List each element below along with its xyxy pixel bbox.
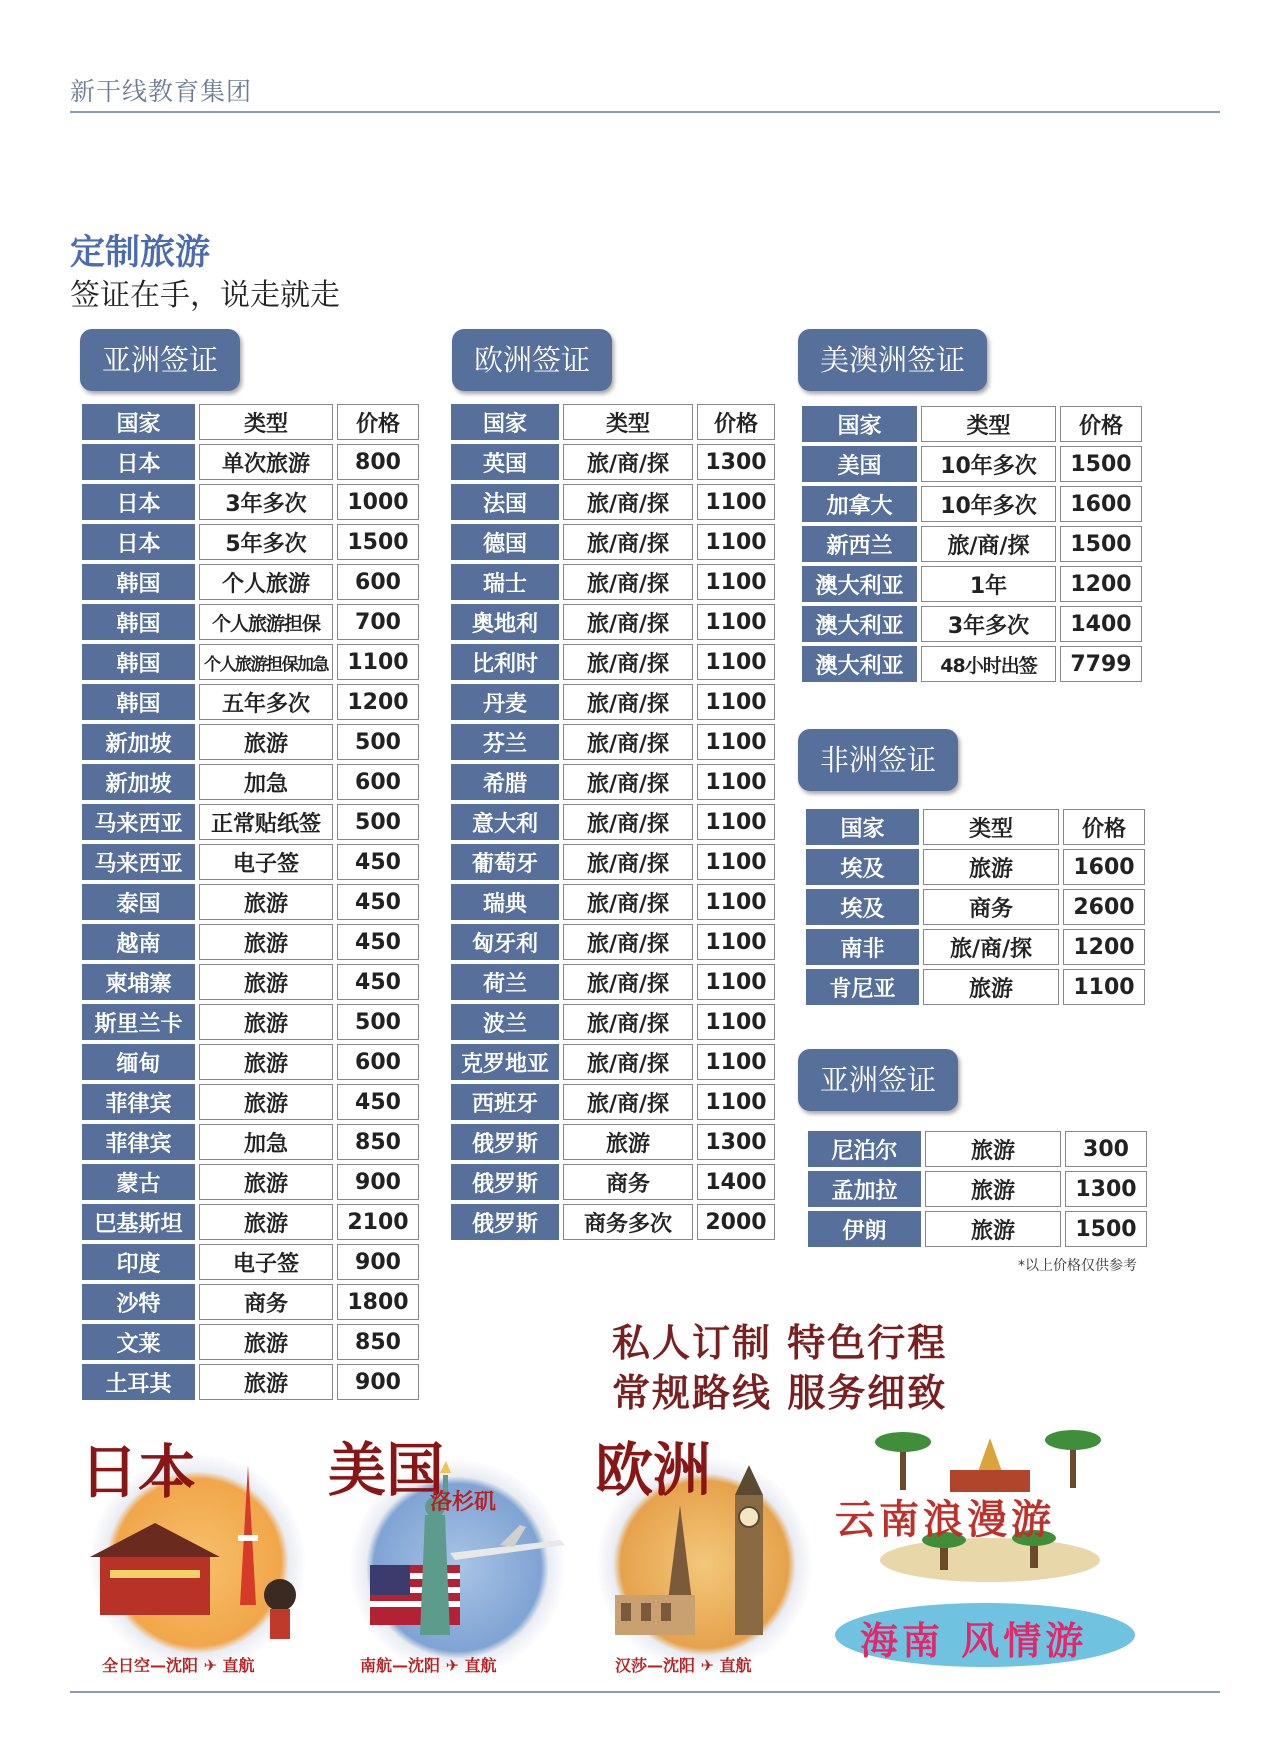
price-cell: 1100 [337, 644, 419, 680]
country-cell: 马来西亚 [82, 844, 195, 880]
price-cell: 7799 [1060, 646, 1142, 682]
price-cell: 450 [337, 924, 419, 960]
country-cell: 希腊 [451, 764, 559, 800]
table-row [451, 1044, 775, 1080]
country-cell: 波兰 [451, 1004, 559, 1040]
slogan-line-1: 私人订制 特色行程 [612, 1321, 948, 1365]
table-row [451, 764, 775, 800]
slogan-line-2: 常规路线 服务细致 [612, 1371, 948, 1415]
country-cell: 印度 [82, 1244, 195, 1280]
table-header-row [82, 404, 419, 440]
usa-route: 南航—沈阳 ✈ 直航 [360, 1656, 497, 1675]
table-row [82, 1364, 419, 1400]
visa-type-cell: 旅/商/探 [563, 1044, 693, 1080]
price-cell: 1100 [697, 1004, 775, 1040]
table-row [802, 646, 1142, 682]
table-header-row [802, 406, 1142, 442]
price-cell: 1100 [697, 484, 775, 520]
price-cell: 1100 [697, 844, 775, 880]
visa-type-cell: 旅/商/探 [563, 1084, 693, 1120]
price-cell: 1100 [697, 524, 775, 560]
country-cell: 比利时 [451, 644, 559, 680]
table-row [82, 484, 419, 520]
country-cell: 奥地利 [451, 604, 559, 640]
visa-type-cell: 旅/商/探 [563, 924, 693, 960]
visa-type-cell: 旅游 [199, 1084, 333, 1120]
table-header-row [451, 404, 775, 440]
country-cell: 南非 [806, 929, 919, 965]
org-name: 新干线教育集团 [70, 77, 253, 106]
price-cell: 1100 [697, 1084, 775, 1120]
visa-type-cell: 旅游 [199, 1324, 333, 1360]
header-divider [70, 111, 1220, 113]
table-row [451, 604, 775, 640]
visa-type-cell: 单次旅游 [199, 444, 333, 480]
table-row [82, 604, 419, 640]
price-cell: 1100 [697, 644, 775, 680]
visa-type-cell: 旅游 [199, 884, 333, 920]
visa-type-cell: 10年多次 [921, 446, 1056, 482]
price-cell: 1800 [337, 1284, 419, 1320]
visa-type-cell: 旅/商/探 [921, 526, 1056, 562]
price-cell: 1600 [1060, 486, 1142, 522]
table-row [451, 684, 775, 720]
table-row [82, 1124, 419, 1160]
price-cell: 500 [337, 804, 419, 840]
price-cell: 1000 [337, 484, 419, 520]
country-cell: 韩国 [82, 564, 195, 600]
price-cell: 1200 [1063, 929, 1145, 965]
usa-illustration [328, 1436, 580, 1675]
country-cell: 肯尼亚 [806, 969, 919, 1005]
price-cell: 1500 [1060, 526, 1142, 562]
price-cell: 1600 [1063, 849, 1145, 885]
country-cell: 菲律宾 [82, 1084, 195, 1120]
table-row [82, 1084, 419, 1120]
visa-type-cell: 旅游 [925, 1171, 1061, 1207]
visa-type-cell: 旅/商/探 [923, 929, 1059, 965]
visa-type-cell: 48小时出签 [921, 646, 1056, 682]
country-cell: 尼泊尔 [808, 1131, 921, 1167]
price-cell: 500 [337, 1004, 419, 1040]
country-cell: 缅甸 [82, 1044, 195, 1080]
section-asia2-visa: 亚洲签证 [798, 1049, 958, 1111]
price-cell: 1300 [697, 444, 775, 480]
header-country: 国家 [806, 809, 919, 845]
country-cell: 沙特 [82, 1284, 195, 1320]
visa-type-cell: 电子签 [199, 844, 333, 880]
table-row [82, 844, 419, 880]
country-cell: 菲律宾 [82, 1124, 195, 1160]
price-cell: 900 [337, 1364, 419, 1400]
price-cell: 1100 [697, 924, 775, 960]
price-cell: 1400 [697, 1164, 775, 1200]
price-cell: 1300 [697, 1124, 775, 1160]
europe-title: 欧洲 [595, 1436, 712, 1504]
visa-type-cell: 旅游 [199, 1164, 333, 1200]
country-cell: 俄罗斯 [451, 1124, 559, 1160]
section-africa-visa: 非洲签证 [798, 729, 958, 791]
price-cell: 1100 [697, 884, 775, 920]
country-cell: 新加坡 [82, 724, 195, 760]
price-cell: 600 [337, 1044, 419, 1080]
price-cell: 1500 [1060, 446, 1142, 482]
price-cell: 1200 [1060, 566, 1142, 602]
visa-type-cell: 旅/商/探 [563, 724, 693, 760]
visa-type-cell: 旅/商/探 [563, 564, 693, 600]
price-cell: 850 [337, 1324, 419, 1360]
country-cell: 泰国 [82, 884, 195, 920]
visa-type-cell: 旅/商/探 [563, 764, 693, 800]
table-row [808, 1211, 1147, 1247]
visa-type-cell: 旅游 [199, 964, 333, 1000]
country-cell: 俄罗斯 [451, 1164, 559, 1200]
price-cell: 800 [337, 444, 419, 480]
price-cell: 600 [337, 564, 419, 600]
country-cell: 匈牙利 [451, 924, 559, 960]
country-cell: 文莱 [82, 1324, 195, 1360]
visa-type-cell: 个人旅游担保 [199, 604, 333, 640]
visa-type-cell: 旅/商/探 [563, 804, 693, 840]
visa-type-cell: 旅游 [199, 1204, 333, 1240]
table-header-row [806, 809, 1145, 845]
price-cell: 1100 [697, 804, 775, 840]
price-cell: 500 [337, 724, 419, 760]
price-cell: 1200 [337, 684, 419, 720]
country-cell: 英国 [451, 444, 559, 480]
table-row [802, 526, 1142, 562]
table-row [802, 606, 1142, 642]
country-cell: 孟加拉 [808, 1171, 921, 1207]
country-cell: 韩国 [82, 644, 195, 680]
table-row [82, 564, 419, 600]
asia-visa-table [78, 400, 423, 1404]
country-cell: 韩国 [82, 684, 195, 720]
visa-type-cell: 加急 [199, 1124, 333, 1160]
price-cell: 1100 [697, 1044, 775, 1080]
visa-type-cell: 10年多次 [921, 486, 1056, 522]
header-country: 国家 [451, 404, 559, 440]
country-cell: 伊朗 [808, 1211, 921, 1247]
country-cell: 西班牙 [451, 1084, 559, 1120]
price-cell: 1100 [1063, 969, 1145, 1005]
price-cell: 2600 [1063, 889, 1145, 925]
table-row [451, 564, 775, 600]
hainan-title: 海南 风情游 [860, 1618, 1088, 1663]
country-cell: 日本 [82, 444, 195, 480]
header-price: 价格 [1060, 406, 1142, 442]
price-note: *以上价格仅供参考 [1018, 1258, 1137, 1274]
visa-type-cell: 旅/商/探 [563, 684, 693, 720]
visa-type-cell: 旅/商/探 [563, 1004, 693, 1040]
price-cell: 1400 [1060, 606, 1142, 642]
country-cell: 加拿大 [802, 486, 917, 522]
header-price: 价格 [697, 404, 775, 440]
price-cell: 1300 [1065, 1171, 1147, 1207]
visa-type-cell: 旅游 [199, 1004, 333, 1040]
header-price: 价格 [337, 404, 419, 440]
visa-type-cell: 旅/商/探 [563, 644, 693, 680]
visa-type-cell: 旅/商/探 [563, 524, 693, 560]
page-title: 定制旅游 [70, 233, 211, 273]
price-cell: 1100 [697, 684, 775, 720]
usa-tag: 洛杉矶 [430, 1490, 497, 1515]
table-row [82, 1204, 419, 1240]
visa-type-cell: 商务 [563, 1164, 693, 1200]
country-cell: 日本 [82, 484, 195, 520]
table-row [451, 1124, 775, 1160]
table-row [451, 964, 775, 1000]
table-row [808, 1171, 1147, 1207]
country-cell: 澳大利亚 [802, 606, 917, 642]
country-cell: 葡萄牙 [451, 844, 559, 880]
section-europe-visa: 欧洲签证 [452, 329, 612, 391]
table-row [806, 889, 1145, 925]
country-cell: 美国 [802, 446, 917, 482]
table-row [82, 1044, 419, 1080]
country-cell: 澳大利亚 [802, 646, 917, 682]
country-cell: 澳大利亚 [802, 566, 917, 602]
country-cell: 芬兰 [451, 724, 559, 760]
table-row [82, 1244, 419, 1280]
country-cell: 德国 [451, 524, 559, 560]
page-subtitle: 签证在手，说走就走 [70, 278, 340, 313]
visa-type-cell: 旅游 [563, 1124, 693, 1160]
price-cell: 700 [337, 604, 419, 640]
country-cell: 克罗地亚 [451, 1044, 559, 1080]
header-country: 国家 [82, 404, 195, 440]
country-cell: 柬埔寨 [82, 964, 195, 1000]
visa-type-cell: 5年多次 [199, 524, 333, 560]
country-cell: 瑞典 [451, 884, 559, 920]
visa-type-cell: 旅/商/探 [563, 604, 693, 640]
visa-type-cell: 旅游 [925, 1211, 1061, 1247]
country-cell: 日本 [82, 524, 195, 560]
header-type: 类型 [923, 809, 1059, 845]
country-cell: 新西兰 [802, 526, 917, 562]
table-row [806, 849, 1145, 885]
price-cell: 450 [337, 844, 419, 880]
header-country: 国家 [802, 406, 917, 442]
usa-title: 美国 [328, 1436, 445, 1504]
country-cell: 马来西亚 [82, 804, 195, 840]
table-row [802, 566, 1142, 602]
country-cell: 瑞士 [451, 564, 559, 600]
table-row [82, 444, 419, 480]
visa-type-cell: 旅游 [199, 1044, 333, 1080]
price-cell: 850 [337, 1124, 419, 1160]
table-row [451, 844, 775, 880]
price-cell: 1100 [697, 964, 775, 1000]
table-row [451, 524, 775, 560]
country-cell: 丹麦 [451, 684, 559, 720]
visa-type-cell: 旅/商/探 [563, 484, 693, 520]
table-row [802, 446, 1142, 482]
table-row [808, 1131, 1147, 1167]
country-cell: 法国 [451, 484, 559, 520]
country-cell: 埃及 [806, 889, 919, 925]
price-cell: 1500 [337, 524, 419, 560]
visa-type-cell: 加急 [199, 764, 333, 800]
visa-type-cell: 旅游 [199, 924, 333, 960]
country-cell: 新加坡 [82, 764, 195, 800]
country-cell: 意大利 [451, 804, 559, 840]
asia2-visa-table [804, 1127, 1151, 1251]
table-row [82, 1284, 419, 1320]
table-row [451, 484, 775, 520]
price-cell: 1100 [697, 564, 775, 600]
country-cell: 俄罗斯 [451, 1204, 559, 1240]
table-row [451, 1204, 775, 1240]
visa-type-cell: 旅/商/探 [563, 964, 693, 1000]
visa-type-cell: 旅/商/探 [563, 844, 693, 880]
price-cell: 450 [337, 1084, 419, 1120]
yunnan-hainan-illustration [830, 1430, 1140, 1675]
visa-type-cell: 正常贴纸签 [199, 804, 333, 840]
table-row [806, 969, 1145, 1005]
visa-type-cell: 五年多次 [199, 684, 333, 720]
table-row [82, 724, 419, 760]
table-row [82, 1164, 419, 1200]
table-row [451, 1164, 775, 1200]
table-row [451, 804, 775, 840]
price-cell: 1100 [697, 724, 775, 760]
europe-route: 汉莎—沈阳 ✈ 直航 [615, 1656, 752, 1675]
visa-type-cell: 3年多次 [921, 606, 1056, 642]
visa-type-cell: 商务 [923, 889, 1059, 925]
japan-illustration [80, 1438, 310, 1675]
table-row [451, 924, 775, 960]
header-price: 价格 [1063, 809, 1145, 845]
table-row [82, 524, 419, 560]
table-row [82, 1324, 419, 1360]
price-cell: 450 [337, 964, 419, 1000]
africa-visa-table [802, 805, 1149, 1009]
table-row [82, 884, 419, 920]
visa-type-cell: 个人旅游担保加急 [199, 644, 333, 680]
visa-type-cell: 个人旅游 [199, 564, 333, 600]
europe-illustration [595, 1436, 815, 1675]
table-row [806, 929, 1145, 965]
table-row [82, 804, 419, 840]
visa-type-cell: 电子签 [199, 1244, 333, 1280]
table-row [451, 724, 775, 760]
europe-visa-table [447, 400, 779, 1244]
table-row [82, 964, 419, 1000]
country-cell: 埃及 [806, 849, 919, 885]
country-cell: 韩国 [82, 604, 195, 640]
country-cell: 蒙古 [82, 1164, 195, 1200]
table-row [82, 924, 419, 960]
price-cell: 300 [1065, 1131, 1147, 1167]
price-cell: 1100 [697, 764, 775, 800]
japan-route: 全日空—沈阳 ✈ 直航 [102, 1656, 255, 1675]
table-row [451, 444, 775, 480]
table-row [451, 1004, 775, 1040]
visa-type-cell: 旅游 [923, 969, 1059, 1005]
country-cell: 荷兰 [451, 964, 559, 1000]
visa-type-cell: 旅游 [199, 724, 333, 760]
price-cell: 900 [337, 1164, 419, 1200]
country-cell: 斯里兰卡 [82, 1004, 195, 1040]
header-type: 类型 [563, 404, 693, 440]
table-row [82, 684, 419, 720]
header-type: 类型 [199, 404, 333, 440]
visa-type-cell: 旅/商/探 [563, 444, 693, 480]
price-cell: 450 [337, 884, 419, 920]
americas-visa-table [798, 402, 1146, 686]
visa-type-cell: 旅游 [199, 1364, 333, 1400]
country-cell: 越南 [82, 924, 195, 960]
price-cell: 900 [337, 1244, 419, 1280]
section-asia-visa: 亚洲签证 [80, 329, 240, 391]
visa-type-cell: 旅游 [923, 849, 1059, 885]
visa-type-cell: 3年多次 [199, 484, 333, 520]
price-cell: 2100 [337, 1204, 419, 1240]
visa-type-cell: 旅游 [925, 1131, 1061, 1167]
table-row [82, 1004, 419, 1040]
price-cell: 1500 [1065, 1211, 1147, 1247]
table-row [802, 486, 1142, 522]
table-row [82, 764, 419, 800]
section-americas-visa: 美澳洲签证 [798, 329, 987, 391]
visa-type-cell: 商务 [199, 1284, 333, 1320]
header-type: 类型 [921, 406, 1056, 442]
table-row [451, 884, 775, 920]
yunnan-title: 云南浪漫游 [835, 1496, 1055, 1543]
visa-type-cell: 旅/商/探 [563, 884, 693, 920]
price-cell: 600 [337, 764, 419, 800]
price-cell: 1100 [697, 604, 775, 640]
japan-title: 日本 [80, 1438, 197, 1506]
footer-divider [70, 1691, 1220, 1693]
table-row [82, 644, 419, 680]
visa-type-cell: 1年 [921, 566, 1056, 602]
price-cell: 2000 [697, 1204, 775, 1240]
country-cell: 巴基斯坦 [82, 1204, 195, 1240]
table-row [451, 644, 775, 680]
country-cell: 土耳其 [82, 1364, 195, 1400]
visa-type-cell: 商务多次 [563, 1204, 693, 1240]
table-row [451, 1084, 775, 1120]
